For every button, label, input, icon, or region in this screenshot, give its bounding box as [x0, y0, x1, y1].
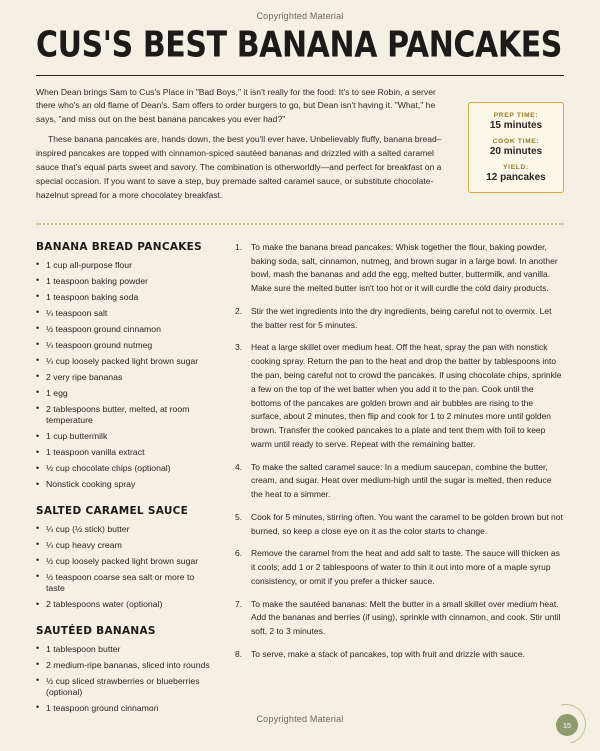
page-content	[0, 24, 600, 719]
list-item: • 1 teaspoon baking soda	[36, 292, 211, 303]
page-number-badge: 15	[556, 714, 578, 736]
instruction-list	[235, 241, 564, 662]
recipe-body	[36, 241, 564, 719]
prep-time-label: PREP TIME:	[493, 111, 539, 119]
list-item: • 2 tablespoons water (optional)	[36, 599, 211, 610]
instructions-column	[235, 241, 564, 719]
list-item: Heat a large skillet over medium heat. Off the heat, spray the pan with nonstick cooking spray. Return the pan to the heat and drop the batter by tablespoons into the pan, being careful not to crowd the pancakes. If using chocolate chips, sprinkle a few on the top of the wet batter when you add it to the pan. Cook until the bottoms of the pancakes are golden brown and air bubbles are rising to the surface, about 2 minutes, then flip and cook for 1 to 2 minutes more until golden brown. Transfer the cooked pancakes to a plate and tent them with foil to keep warm until ready to serve. Repeat with the remaining batter.	[251, 342, 562, 449]
ingredients-column	[36, 241, 211, 719]
list-item: • 1 teaspoon vanilla extract	[36, 447, 211, 458]
ingredient-section-heading: SALTED CARAMEL SAUCE	[36, 504, 189, 517]
list-item: • ¼ cup (½ stick) butter	[36, 524, 211, 535]
title-divider	[36, 75, 564, 76]
list-item: • 1 tablespoon butter	[36, 644, 211, 655]
list-item: • ½ cup loosely packed light brown sugar	[36, 556, 211, 567]
list-item: Remove the caramel from the heat and add salt to taste. The sauce will thicken as it cools; add 1 or 2 tablespoons of water to thin it out into more of a maple syrup consistency, or omit if you prefer a thicker sauce.	[251, 548, 560, 586]
list-item: • 2 medium-ripe bananas, sliced into rounds	[36, 660, 211, 671]
yield-value: 12 pancakes	[486, 171, 546, 183]
list-item: • ¼ cup heavy cream	[36, 540, 211, 551]
list-item: • 1 egg	[36, 388, 211, 399]
headnote-text	[36, 86, 454, 209]
ingredient-list-pancakes	[36, 260, 211, 491]
headnote-section	[36, 86, 564, 209]
copyright-watermark-bottom: Copyrighted Material	[256, 714, 344, 724]
list-item: • Nonstick cooking spray	[36, 479, 211, 490]
list-item: • ½ cup chocolate chips (optional)	[36, 463, 211, 474]
list-item: Stir the wet ingredients into the dry ingredients, being careful not to overmix. Let the batter rest for 5 minutes.	[251, 305, 552, 330]
cook-time-label: COOK TIME:	[492, 137, 540, 145]
section-divider	[36, 223, 564, 225]
list-item: • ½ cup sliced strawberries or blueberries (optional)	[36, 676, 211, 699]
list-item: • ¼ cup loosely packed light brown sugar	[36, 356, 211, 367]
cook-time-value: 20 minutes	[489, 145, 543, 157]
list-item: • 1 teaspoon baking powder	[36, 276, 211, 287]
ingredient-list-caramel	[36, 524, 211, 611]
list-item: • 2 very ripe bananas	[36, 372, 211, 383]
list-item: To make the banana bread pancakes: Whisk together the flour, baking powder, baking soda, salt, cinnamon, nutmeg, and brown sugar in a large bowl. In another bowl, mash the bananas and add the egg, melted butter, buttermilk, and vanilla. Make sure the melted butter isn't too hot or it will curdle the cold dairy products.	[251, 241, 558, 294]
ingredient-section-heading: SAUTÉED BANANAS	[36, 624, 156, 637]
list-item: Cook for 5 minutes, stirring often. You want the caramel to be golden brown but not burned, so keep a close eye on it as the color starts to change.	[251, 511, 563, 536]
list-item: • ¼ teaspoon salt	[36, 308, 211, 319]
list-item: To serve, make a stack of pancakes, top with fruit and drizzle with sauce.	[251, 649, 526, 660]
copyright-watermark-top: Copyrighted Material	[256, 11, 344, 21]
headnote-paragraph-1: When Dean brings Sam to Cus's Place in "Bad Boys," it isn't really for the food: It's to see Robin, a server there who's an old flame of Dean's. Sam offers to order burgers to go, but Dean isn't having it. "What," he says, "and miss out on the best banana pancakes you ever had?"	[36, 86, 436, 125]
list-item: • ½ teaspoon ground cinnamon	[36, 324, 211, 335]
prep-time-value: 15 minutes	[489, 119, 543, 131]
ingredient-section-heading: BANANA BREAD PANCAKES	[36, 240, 203, 253]
list-item: • 2 tablespoons butter, melted, at room temperature	[36, 404, 211, 427]
headnote-paragraph-2: These banana pancakes are, hands down, the best you'll ever have. Unbelievably fluffy, banana bread–inspired pancakes are topped with cinnamon-spiced sautéed bananas and drizzled with a salted caramel sauce that's equal parts sweet and savory. The combination is otherworldly—and perfect for breakfast on a special occasion. If you want to save a step, buy premade salted caramel sauce, or substitute chocolate-hazelnut spread for a more chocolatey breakfast.	[36, 134, 442, 200]
list-item: • 1 cup buttermilk	[36, 431, 211, 442]
list-item: To make the salted caramel sauce: In a medium saucepan, combine the butter, cream, and sugar. Heat over medium-high until the sugar is melted, then reduce the heat to a simmer.	[251, 461, 552, 500]
yield-label: YIELD:	[503, 163, 529, 171]
list-item: To make the sautéed bananas: Melt the butter in a small skillet over medium heat. Add the bananas and berries (if using), sprinkle with cinnamon, and cook. Stir until soft, 2 to 3 minutes.	[251, 598, 561, 637]
list-item: • ½ teaspoon coarse sea salt or more to taste	[36, 572, 211, 595]
recipe-info-box	[468, 102, 564, 193]
list-item: • 1 teaspoon ground cinnamon	[36, 703, 211, 714]
ingredient-list-bananas	[36, 644, 211, 715]
list-item: • 1 cup all-purpose flour	[36, 260, 211, 271]
page-title: CUS'S BEST BANANA PANCAKES	[36, 24, 563, 66]
list-item: • ¼ teaspoon ground nutmeg	[36, 340, 211, 351]
